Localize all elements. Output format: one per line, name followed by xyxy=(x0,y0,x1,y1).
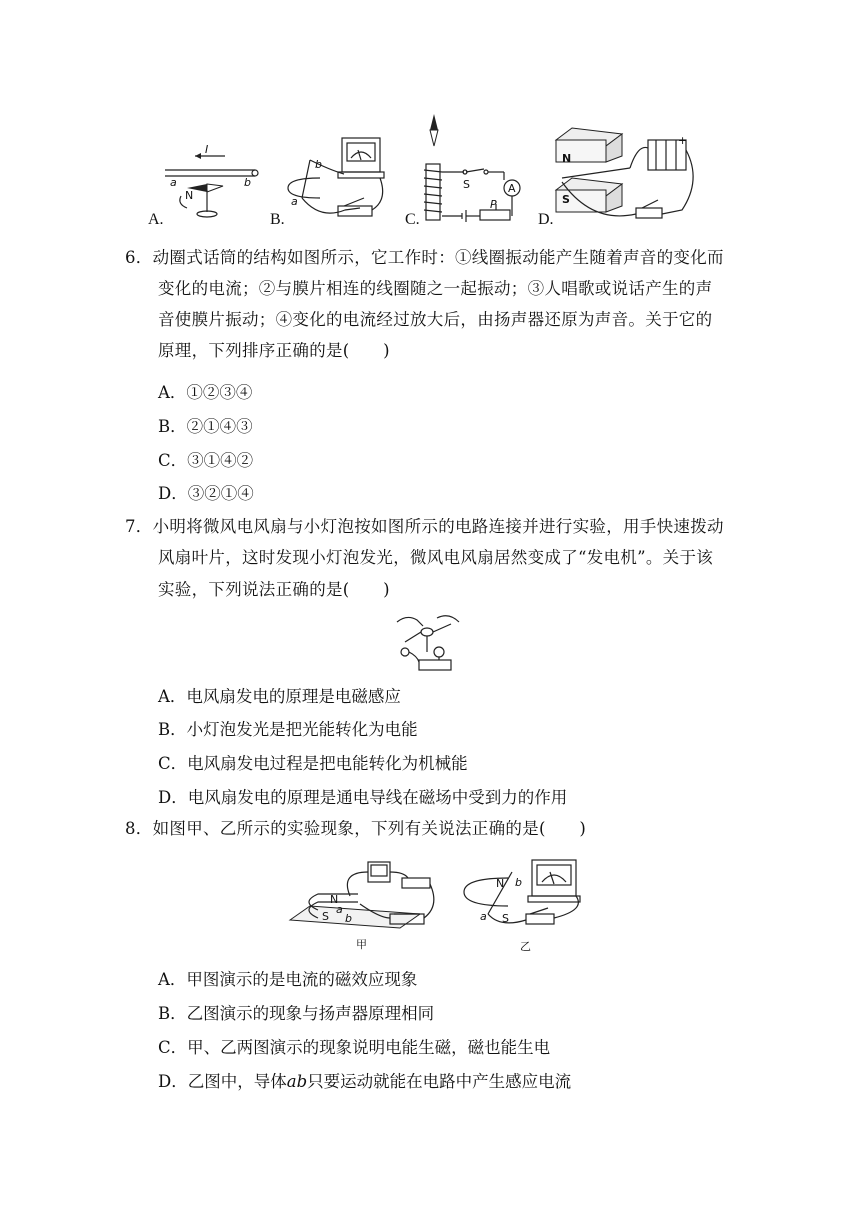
q7-option-d[interactable]: D．电风扇发电的原理是通电导线在磁场中受到力的作用 xyxy=(158,788,568,807)
option-c-label: C. xyxy=(405,211,420,228)
q8-option-d[interactable] xyxy=(158,1072,571,1092)
q8-option-d-suffix: 只要运动就能在电路中产生感应电流 xyxy=(307,1072,572,1091)
fig-d-north-label: N xyxy=(562,152,572,165)
q7-option-a[interactable]: A．电风扇发电的原理是电磁感应 xyxy=(158,687,401,706)
q7-line-3: 实验，下列说法正确的是( ) xyxy=(158,580,390,599)
figure-c-electromagnet xyxy=(420,112,530,224)
q8-jia-end-b: b xyxy=(345,912,352,925)
q8-figure-jia xyxy=(290,856,440,934)
q8-yi-end-b: b xyxy=(515,876,522,889)
q6-line-4: 原理，下列排序正确的是( ) xyxy=(158,341,390,360)
q8-option-c[interactable]: C．甲、乙两图演示的现象说明电能生磁，磁也能生电 xyxy=(158,1038,551,1057)
q6-line-3: 音使膜片振动；④变化的电流经过放大后，由扬声器还原为声音。关于它的 xyxy=(158,310,713,329)
q7-option-c[interactable]: C．电风扇发电过程是把电能转化为机械能 xyxy=(158,754,468,773)
q8-option-a[interactable]: A．甲图演示的是电流的磁效应现象 xyxy=(158,970,418,989)
q6-line-2: 变化的电流；②与膜片相连的线圈随之一起振动；③人唱歌或说话产生的声 xyxy=(158,279,713,298)
fig-a-current-label: I xyxy=(205,143,209,156)
fig-c-switch-label: S xyxy=(463,178,470,191)
fig-c-rheostat-label: P xyxy=(490,198,497,211)
q8-jia-north-label: N xyxy=(330,893,339,906)
option-a-label: A. xyxy=(148,211,164,228)
q8-yi-north-label: N xyxy=(496,877,505,890)
q8-line-1: 8．如图甲、乙所示的实验现象，下列有关说法正确的是( ) xyxy=(125,819,587,838)
q6-line-1: 6．动圈式话筒的结构如图所示，它工作时：①线圈振动能产生随着声音的变化而 xyxy=(125,248,724,267)
q8-caption-yi: 乙 xyxy=(520,940,531,953)
q6-option-c[interactable]: C．③①④② xyxy=(158,451,254,470)
q8-yi-south-label: S xyxy=(502,912,509,925)
fig-a-end-b: b xyxy=(244,176,251,189)
q8-caption-jia: 甲 xyxy=(356,938,367,951)
fig-d-south-label: S xyxy=(562,193,570,206)
q6-option-d[interactable]: D．③②①④ xyxy=(158,484,254,503)
q7-figure-fan-bulb xyxy=(393,612,465,676)
fig-b-end-b: b xyxy=(315,158,322,171)
q8-option-d-conductor: ab xyxy=(286,1072,308,1091)
fig-a-end-a: a xyxy=(170,176,177,189)
q8-jia-south-label: S xyxy=(322,910,329,923)
q8-option-d-prefix: D．乙图中，导体 xyxy=(158,1072,287,1091)
option-d-label: D. xyxy=(538,211,554,228)
q8-option-b[interactable]: B．乙图演示的现象与扬声器原理相同 xyxy=(158,1004,435,1023)
q8-yi-end-a: a xyxy=(480,910,487,923)
q6-option-a[interactable]: A．①②③④ xyxy=(158,383,253,402)
fig-d-plus-label: + xyxy=(678,134,688,147)
q6-option-b[interactable]: B．②①④③ xyxy=(158,417,253,436)
q8-jia-end-a: a xyxy=(336,903,343,916)
fig-b-end-a: a xyxy=(291,195,298,208)
figure-b-induction xyxy=(280,130,390,225)
option-b-label: B. xyxy=(270,211,285,228)
fig-c-ammeter-label: A xyxy=(508,182,516,195)
q7-line-2: 风扇叶片，这时发现小灯泡发光，微风电风扇居然变成了“发电机”。关于该 xyxy=(158,548,714,567)
q7-option-b[interactable]: B．小灯泡发光是把光能转化为电能 xyxy=(158,720,418,739)
q7-line-1: 7．小明将微风电风扇与小灯泡按如图所示的电路连接并进行实验，用手快速拨动 xyxy=(125,517,724,536)
fig-a-north-label: N xyxy=(185,189,194,202)
